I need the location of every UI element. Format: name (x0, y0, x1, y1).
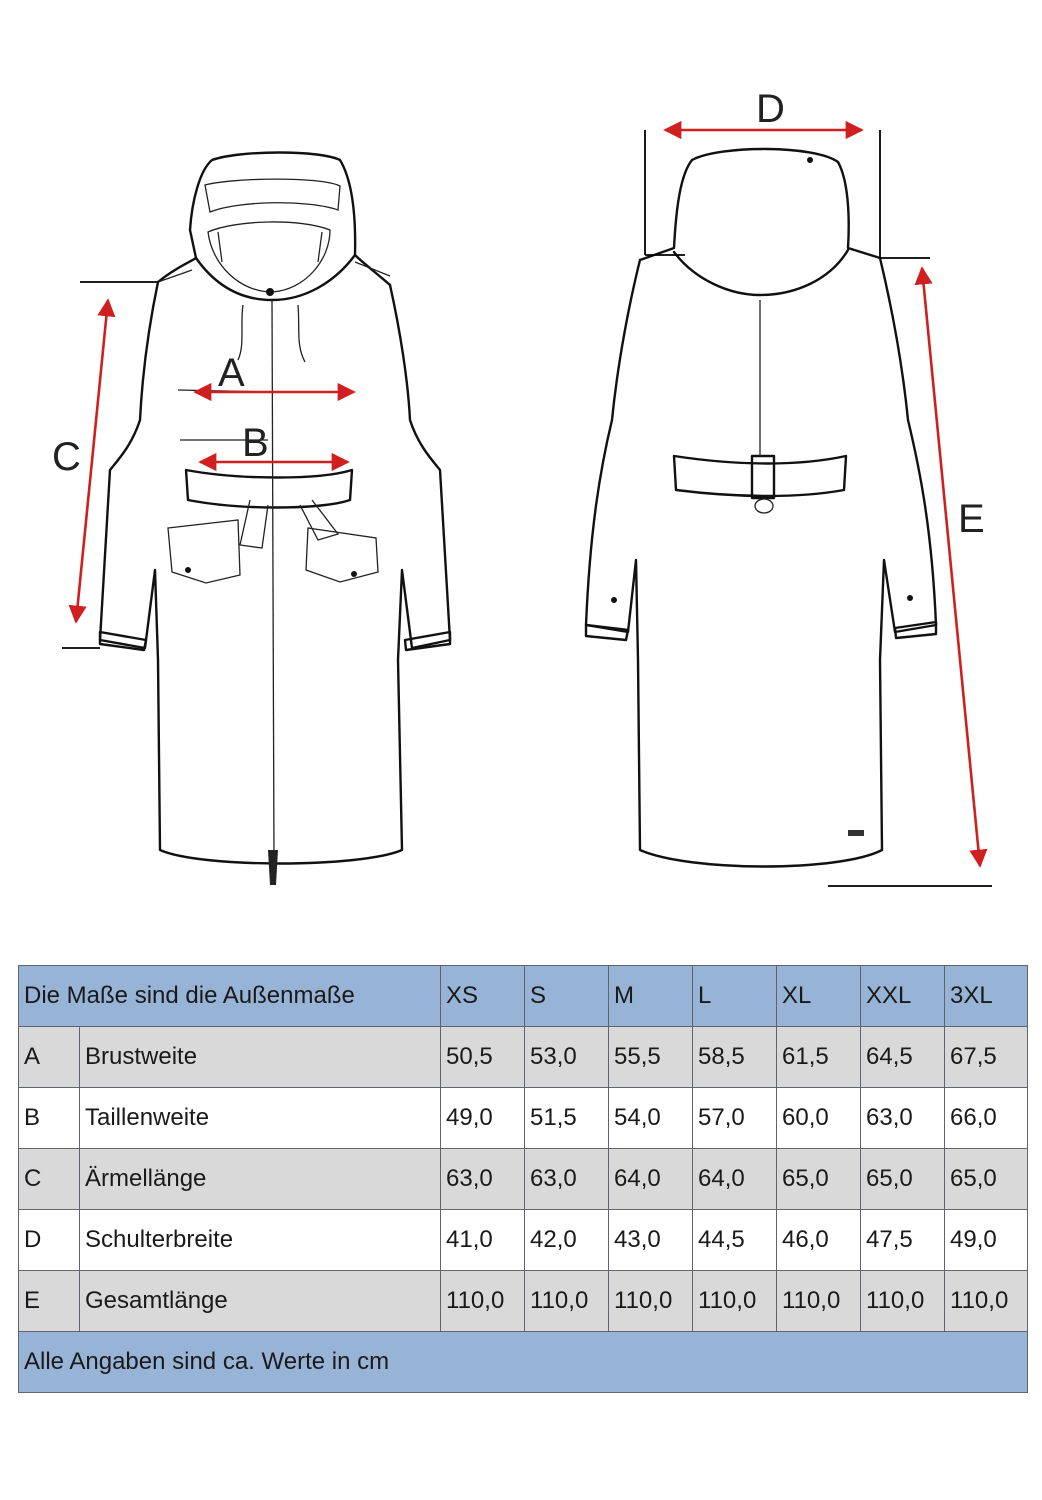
cell: 42,0 (525, 1210, 609, 1271)
table-row (19, 1149, 1028, 1210)
cell: 55,5 (609, 1027, 693, 1088)
table-row (19, 1271, 1028, 1332)
size-xs: XS (441, 966, 525, 1027)
coat-back-view (586, 149, 936, 867)
header-label: Die Maße sind die Außenmaße (19, 966, 441, 1027)
cell: 110,0 (525, 1271, 609, 1332)
cell: 64,0 (693, 1149, 777, 1210)
cell: 41,0 (441, 1210, 525, 1271)
cell: 49,0 (945, 1210, 1028, 1271)
cell: 57,0 (693, 1088, 777, 1149)
size-l: L (693, 966, 777, 1027)
cell: 58,5 (693, 1027, 777, 1088)
table-header-row (19, 966, 1028, 1027)
label-e: E (958, 497, 985, 541)
row-name: Brustweite (80, 1027, 441, 1088)
cell: 65,0 (777, 1149, 861, 1210)
cell: 110,0 (945, 1271, 1028, 1332)
row-key: A (19, 1027, 80, 1088)
arrow-e (922, 268, 980, 866)
cell: 44,5 (693, 1210, 777, 1271)
cell: 49,0 (441, 1088, 525, 1149)
cell: 51,5 (525, 1088, 609, 1149)
size-m: M (609, 966, 693, 1027)
table-row (19, 1210, 1028, 1271)
row-key: E (19, 1271, 80, 1332)
cell: 110,0 (693, 1271, 777, 1332)
row-name: Gesamtlänge (80, 1271, 441, 1332)
table-row (19, 1088, 1028, 1149)
measurement-guides (62, 130, 992, 886)
cell: 110,0 (861, 1271, 945, 1332)
cell: 47,5 (861, 1210, 945, 1271)
cell: 65,0 (861, 1149, 945, 1210)
row-key: B (19, 1088, 80, 1149)
cell: 64,5 (861, 1027, 945, 1088)
measurement-arrows (76, 130, 980, 866)
label-c: C (52, 435, 81, 479)
size-xl: XL (777, 966, 861, 1027)
row-name: Ärmellänge (80, 1149, 441, 1210)
row-key: C (19, 1149, 80, 1210)
cell: 50,5 (441, 1027, 525, 1088)
row-name: Taillenweite (80, 1088, 441, 1149)
cell: 110,0 (777, 1271, 861, 1332)
table-footer-row (19, 1332, 1028, 1393)
cell: 43,0 (609, 1210, 693, 1271)
cell: 64,0 (609, 1149, 693, 1210)
label-a: A (218, 351, 245, 395)
size-s: S (525, 966, 609, 1027)
cell: 63,0 (525, 1149, 609, 1210)
cell: 63,0 (861, 1088, 945, 1149)
cell: 60,0 (777, 1088, 861, 1149)
cell: 61,5 (777, 1027, 861, 1088)
label-d: D (756, 87, 785, 131)
cell: 46,0 (777, 1210, 861, 1271)
cell: 110,0 (441, 1271, 525, 1332)
size-xxl: XXL (861, 966, 945, 1027)
row-name: Schulterbreite (80, 1210, 441, 1271)
size-3xl: 3XL (945, 966, 1028, 1027)
cell: 65,0 (945, 1149, 1028, 1210)
coat-front-view (100, 153, 450, 886)
size-table (18, 965, 1028, 1393)
cell: 110,0 (609, 1271, 693, 1332)
cell: 66,0 (945, 1088, 1028, 1149)
label-b: B (242, 421, 269, 465)
cell: 54,0 (609, 1088, 693, 1149)
footer-note: Alle Angaben sind ca. Werte in cm (19, 1332, 1028, 1393)
cell: 63,0 (441, 1149, 525, 1210)
table-row (19, 1027, 1028, 1088)
row-key: D (19, 1210, 80, 1271)
cell: 67,5 (945, 1027, 1028, 1088)
cell: 53,0 (525, 1027, 609, 1088)
